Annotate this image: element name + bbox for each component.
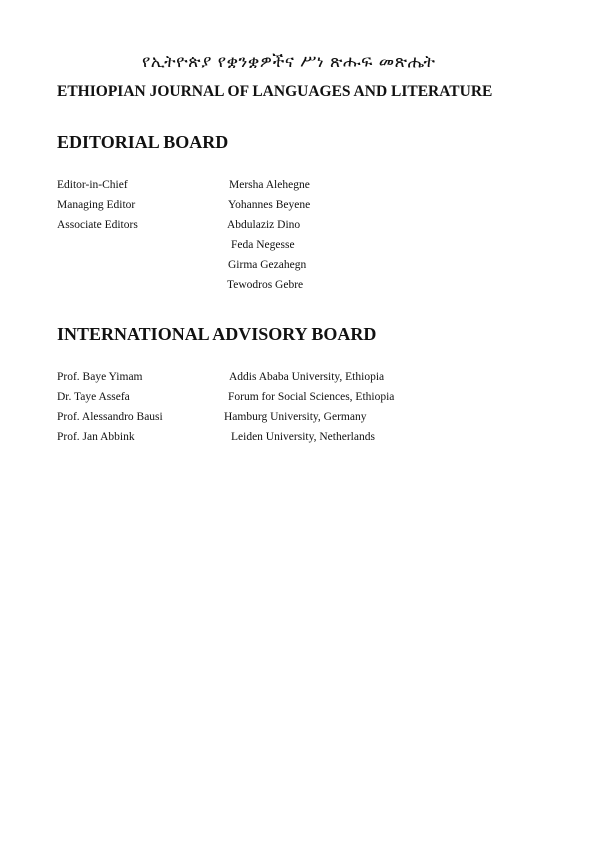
advisory-member-affiliation: Hamburg University, Germany — [224, 411, 367, 423]
editorial-board-row — [57, 219, 537, 235]
advisory-board-row — [57, 411, 537, 427]
advisory-member-affiliation: Addis Ababa University, Ethiopia — [229, 371, 385, 383]
board-member-name: Feda Negesse — [231, 239, 295, 251]
advisory-member-name: Dr. Taye Assefa — [57, 391, 130, 403]
journal-title: ETHIOPIAN JOURNAL OF LANGUAGES AND LITERATURE — [57, 83, 493, 100]
advisory-board-row — [57, 371, 537, 387]
advisory-member-name: Prof. Alessandro Bausi — [57, 411, 163, 423]
editorial-board-row — [57, 199, 537, 215]
editorial-board-row — [57, 239, 537, 255]
board-role: Managing Editor — [57, 199, 136, 211]
board-member-name: Tewodros Gebre — [227, 279, 304, 291]
board-role: Associate Editors — [57, 219, 138, 231]
board-member-name: Mersha Alehegne — [229, 179, 310, 191]
editorial-board-heading: EDITORIAL BOARD — [57, 132, 229, 152]
board-member-name: Girma Gezahegn — [228, 259, 307, 271]
board-role: Editor-in-Chief — [57, 179, 128, 191]
advisory-member-name: Prof. Baye Yimam — [57, 371, 143, 383]
board-member-name: Yohannes Beyene — [228, 199, 311, 211]
board-member-name: Abdulaziz Dino — [227, 219, 301, 231]
amharic-journal-title: የኢትዮጵያ የቋንቋዎችና ሥነ ጽሑፍ መጽሔት — [142, 52, 436, 72]
advisory-member-name: Prof. Jan Abbink — [57, 431, 135, 443]
editorial-board-row — [57, 279, 537, 295]
advisory-board-row — [57, 391, 537, 407]
advisory-board-row — [57, 431, 537, 447]
editorial-board-row — [57, 179, 537, 195]
editorial-board-row — [57, 259, 537, 275]
advisory-board-heading: INTERNATIONAL ADVISORY BOARD — [57, 324, 377, 344]
advisory-member-affiliation: Leiden University, Netherlands — [231, 431, 375, 443]
advisory-member-affiliation: Forum for Social Sciences, Ethiopia — [228, 391, 395, 403]
